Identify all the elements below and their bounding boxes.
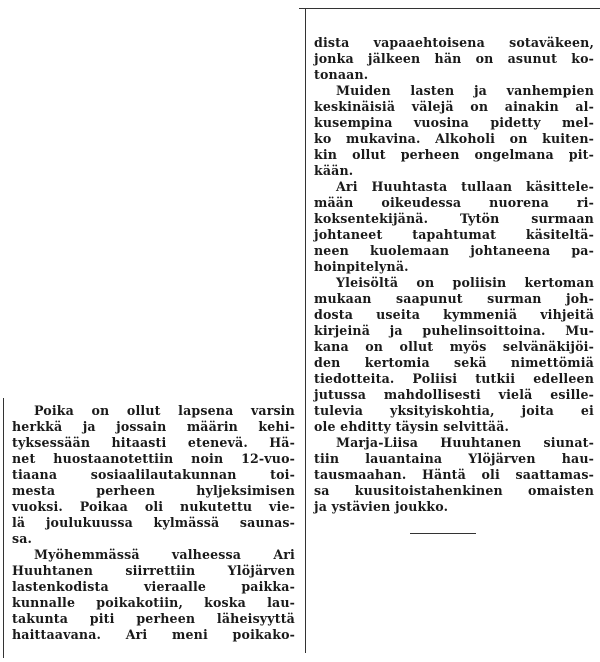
paragraph (314, 83, 594, 179)
paragraph (12, 403, 295, 547)
text-line: Muiden lasten ja vanhempien (336, 83, 594, 98)
left-column (12, 403, 295, 643)
text-line: ja ystävien joukko. (314, 499, 449, 514)
text-line: Poika on ollut lapsena varsin (34, 403, 295, 418)
text-line: kin ollut perheen ongelmana pit- (314, 147, 594, 162)
column-divider-left-rule (3, 398, 4, 658)
text-line: sa. (12, 531, 33, 546)
article-end-rule (410, 533, 476, 534)
text-line: kusempina vuosina pidetty mel- (314, 115, 594, 130)
text-line: tyksessään hitaasti etenevä. Hä- (12, 435, 295, 450)
text-line: kana on ollut myös selvänäkijöi- (314, 339, 594, 354)
text-line: vuoksi. Poikaa oli nukutettu vie- (12, 499, 295, 514)
text-line: haittaavana. Ari meni poikako- (12, 627, 295, 642)
paragraph (314, 35, 594, 83)
text-line: Marja-Liisa Huuhtanen siunat- (336, 435, 594, 450)
text-line: kunnalle poikakotiin, koska lau- (12, 595, 295, 610)
text-line: kirjeinä ja puhelinsoittoina. Mu- (314, 323, 594, 338)
text-line: tausmaahan. Häntä oli saattamas- (314, 467, 594, 482)
text-line: takunta piti perheen läheisyyttä (12, 611, 295, 626)
text-line: Huuhtanen siirrettiin Ylöjärven (12, 563, 295, 578)
text-line: keskinäisiä välejä on ainakin al- (314, 99, 594, 114)
paragraph (314, 435, 594, 515)
text-line: den kertomia sekä nimettömiä (314, 355, 594, 370)
paragraph (314, 179, 594, 275)
text-line: johtaneet tapahtumat käsiteltä- (314, 227, 594, 242)
text-line: herkkä ja jossain määrin kehi- (12, 419, 295, 434)
text-line: tiaana sosiaalilautakunnan toi- (12, 467, 295, 482)
text-line: tulevia yksityiskohtia, joita ei (314, 403, 594, 418)
text-line: Myöhemmässä valheessa Ari (34, 547, 295, 562)
text-line: ole ehditty täysin selvittää. (314, 419, 510, 434)
text-line: net huostaanotettiin noin 12-vuo- (12, 451, 295, 466)
text-line: lastenkodista vieraalle paikka- (12, 579, 295, 594)
text-line: neen kuolemaan johtaneena pa- (314, 243, 594, 258)
text-line: mukaan saapunut surman joh- (314, 291, 594, 306)
column-divider-right-rule (305, 8, 306, 653)
text-line: sa kuusitoistahenkinen omaisten (314, 483, 594, 498)
paragraph (12, 547, 295, 643)
text-line: lä joulukuussa kylmässä saunas- (12, 515, 295, 530)
text-line: mään oikeudessa nuorena ri- (314, 195, 594, 210)
column-divider-top-rule (299, 8, 600, 9)
paragraph (314, 275, 594, 435)
text-line: kään. (314, 163, 354, 178)
text-line: jutussa mahdollisesti vielä esille- (314, 387, 594, 402)
text-line: jonka jälkeen hän on asunut ko- (314, 51, 594, 66)
text-line: Ari Huuhtasta tullaan käsittele- (336, 179, 594, 194)
text-line: ko mukavina. Alkoholi on kuiten- (314, 131, 594, 146)
text-line: tonaan. (314, 67, 369, 82)
text-line: tiedotteita. Poliisi tutkii edelleen (314, 371, 594, 386)
text-line: mesta perheen hyljeksimisen (12, 483, 295, 498)
text-line: tiin lauantaina Ylöjärven hau- (314, 451, 594, 466)
text-line: koksentekijänä. Tytön surmaan (314, 211, 594, 226)
text-line: Yleisöltä on poliisin kertoman (336, 275, 594, 290)
text-line: dosta useita kymmeniä vihjeitä (314, 307, 594, 322)
text-line: hoinpitelynä. (314, 259, 409, 274)
right-column (314, 35, 594, 515)
text-line: dista vapaaehtoisena sotaväkeen, (314, 35, 594, 50)
